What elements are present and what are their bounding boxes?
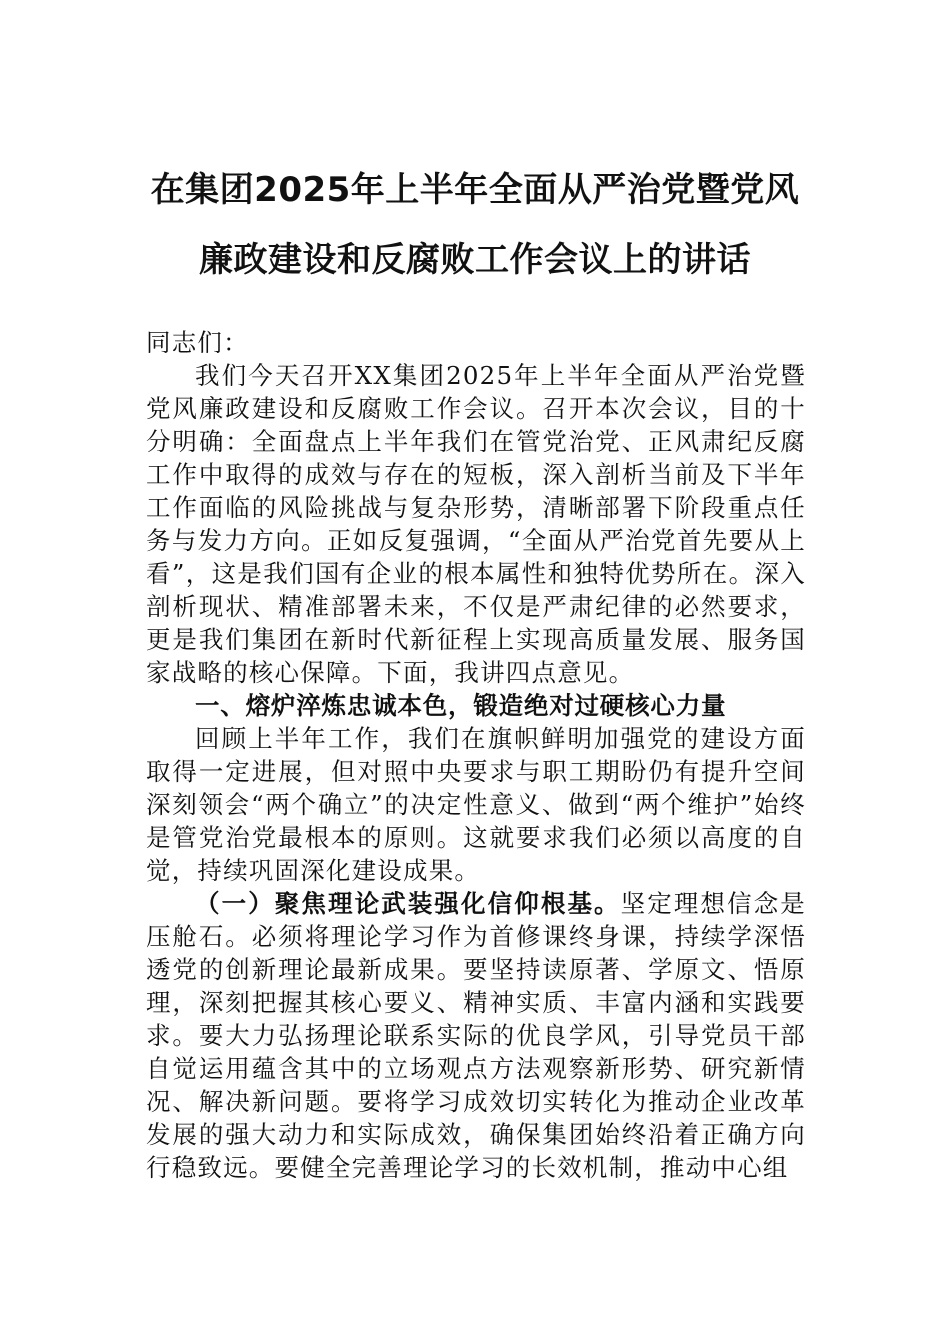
subsection-1-body: 坚定理想信念是压舱石。必须将理论学习作为首修课终身课，持续学深悟透党的创新理论最新成果。要坚持读原著、学原文、悟原理，深刻把握其核心要义、精神实质、丰富内涵和实践要求。要大力弘扬理论联系实际的优良学风，引导党员干部自觉运用蕴含其中的立场观点方法观察新形势、研究新情况、解决新问题。要将学习成效切实转化为推动企业改革发展的强大动力和实际成效，确保集团始终沿着正确方向行稳致远。要健全完善理论学习的长效机制，推动中心组 xyxy=(146,889,806,1182)
subsection-heading-1: （一）聚焦理论武装强化信仰根基。 xyxy=(195,889,621,918)
salutation: 同志们： xyxy=(146,328,249,357)
paragraph-intro: 我们今天召开XX集团2025年上半年全面从严治党暨党风廉政建设和反腐败工作会议。召开本次会议，目的十分明确：全面盘点上半年我们在管党治党、正风肃纪反腐工作中取得的成效与存在的短板，深入剖析当前及下半年工作面临的风险挑战与复杂形势，清晰部署下阶段重点任务与发力方向。正如反复强调，“全面从严治党首先要从上看”，这是我们国有企业的根本属性和独特优势所在。深入剖析现状、精准部署未来，不仅是严肃纪律的必然要求，更是我们集团在新时代新征程上实现高质量发展、服务国家战略的核心保障。下面，我讲四点意见。 xyxy=(146,361,806,687)
document-title-line-2: 廉政建设和反腐败工作会议上的讲话 xyxy=(199,240,751,280)
paragraph-subsection-1 xyxy=(146,887,806,1184)
paragraph-review: 回顾上半年工作，我们在旗帜鲜明加强党的建设方面取得一定进展，但对照中央要求与职工期盼仍有提升空间深刻领会“两个确立”的决定性意义、做到“两个维护”始终是管党治党最根本的原则。这就要求我们必须以高度的自觉，持续巩固深化建设成果。 xyxy=(146,724,806,885)
document-body xyxy=(146,326,806,1184)
section-heading-1: 一、熔炉淬炼忠诚本色，锻造绝对过硬核心力量 xyxy=(195,691,727,720)
document-title-line-1: 在集团2025年上半年全面从严治党暨党风 xyxy=(150,170,800,210)
